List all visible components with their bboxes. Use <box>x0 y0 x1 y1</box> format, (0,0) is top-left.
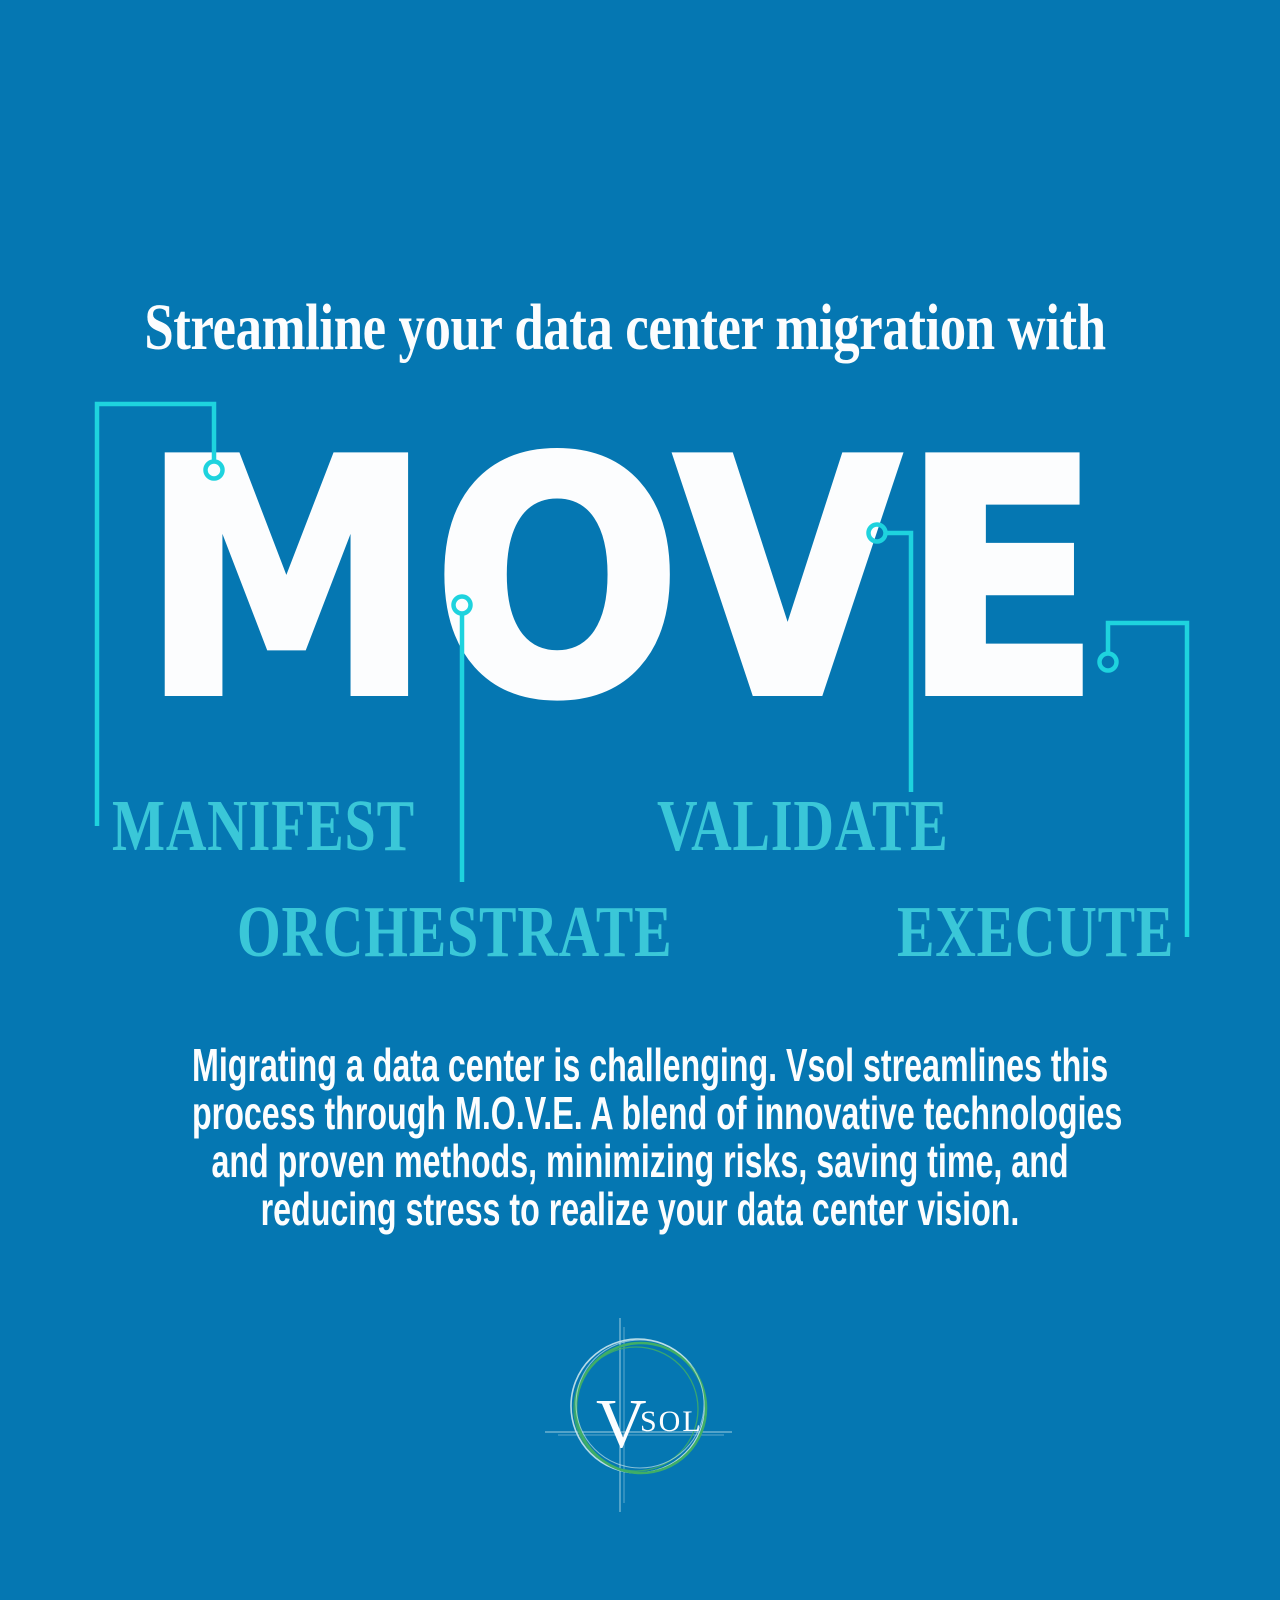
paragraph-line: reducing stress to realize your data center vision. <box>260 1183 1020 1235</box>
connector-manifest <box>97 404 223 826</box>
paragraph-line: Migrating a data center is challenging. Vsol streamlines this <box>192 1039 1109 1091</box>
step-label-orchestrate: ORCHESTRATE <box>237 891 673 972</box>
intro-paragraph <box>192 1039 1123 1235</box>
paragraph-line: and proven methods, minimizing risks, saving time, and <box>211 1135 1069 1187</box>
node-o-icon <box>454 597 471 614</box>
step-label-execute: EXECUTE <box>897 891 1175 972</box>
node-v-icon <box>869 525 886 542</box>
paragraph-line: process through M.O.V.E. A blend of innovative technologies <box>192 1087 1123 1139</box>
logo-rest: SOL <box>640 1405 703 1438</box>
node-m-icon <box>206 462 223 479</box>
move-acronym: MOVE <box>140 390 1102 770</box>
connector-orchestrate <box>454 597 471 883</box>
step-label-validate: VALIDATE <box>657 785 949 866</box>
logo-initial: V <box>596 1386 647 1463</box>
headline: Streamline your data center migration with <box>144 291 1106 364</box>
connector-validate <box>869 525 912 793</box>
step-label-manifest: MANIFEST <box>112 785 415 866</box>
connector-execute <box>1100 623 1188 937</box>
node-e-icon <box>1100 654 1117 671</box>
